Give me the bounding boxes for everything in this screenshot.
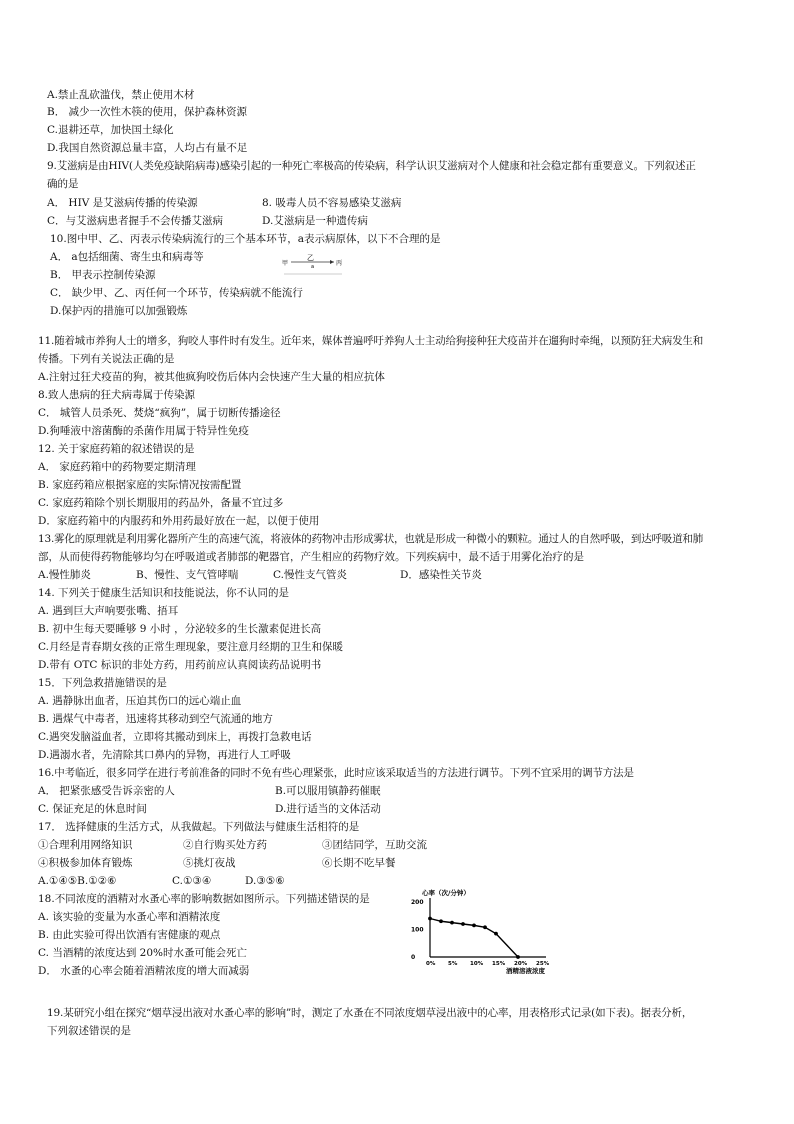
q12-stem: 12. 关于家庭药箱的叙述错误的是 bbox=[38, 443, 195, 455]
q15-stem: 15．下列急救措施错误的是 bbox=[38, 677, 167, 689]
q19-stem-cont: 下列叙述错误的是 bbox=[47, 1025, 131, 1037]
q9-stem: 9.艾滋病是由HIV(人类免疫缺陷病毒)感染引起的一种死亡率极高的传染病，科学认识艾滋病对个人健康和社会稳定都有重要意义。下列叙述正 bbox=[47, 160, 696, 172]
q11-stem: 11.随着城市养狗人士的增多，狗咬人事件时有发生。近年来，媒体普遍呼吁养狗人士主动给狗接种狂犬疫苗并在遛狗时牵绳，以预防狂犬病发生和 bbox=[38, 335, 703, 347]
q17-item-2: ②自行购买处方药 bbox=[183, 839, 267, 851]
q10-diagram bbox=[282, 254, 344, 276]
q9-option-d: D.艾滋病是一种遗传病 bbox=[262, 215, 368, 227]
q12-option-c: C. 家庭药箱除个别长期服用的药品外，备量不宜过多 bbox=[38, 497, 284, 509]
q15-option-c: C.遇突发脑溢血者，立即将其搬动到床上，再拨打急救电话 bbox=[38, 731, 312, 743]
chart-xlabel: 酒精溶液浓度 bbox=[506, 967, 545, 974]
q13-option-a: A.慢性肺炎 bbox=[38, 569, 91, 581]
q17-item-3: ③团结同学，互助交流 bbox=[322, 839, 427, 851]
q10-stem: 10.图中甲、乙、丙表示传染病流行的三个基本环节，a表示病原体，以下不合理的是 bbox=[50, 233, 441, 245]
q11-option-b: 8.致人患病的狂犬病毒属于传染源 bbox=[38, 389, 196, 401]
q8-option-d: D.我国自然资源总量丰富，人均占有量不足 bbox=[47, 142, 248, 154]
q14-option-b: B. 初中生每天要睡够 9 小时 ，分泌较多的生长激素促进长高 bbox=[38, 623, 322, 635]
x-tick-label-0: 0% bbox=[426, 961, 436, 967]
q17-option-ab: A.①④⑤B.①②⑥ bbox=[38, 875, 117, 887]
q17-item-4: ④积极参加体育锻炼 bbox=[38, 857, 133, 869]
q12-option-b: B. 家庭药箱应根据家庭的实际情况按需配置 bbox=[38, 479, 242, 491]
q9-stem-cont: 确的是 bbox=[47, 178, 79, 190]
q18-option-b: B. 由此实验可得出饮酒有害健康的观点 bbox=[38, 929, 221, 941]
q10-option-c: C． 缺少甲、乙、丙任何一个环节，传染病就不能流行 bbox=[50, 287, 303, 299]
x-tick-label-2: 10% bbox=[470, 961, 484, 967]
q16-option-d: D.进行适当的文体活动 bbox=[275, 803, 381, 815]
x-tick-label-5: 25% bbox=[536, 961, 550, 967]
q9-option-b: 8. 吸毒人员不容易感染艾滋病 bbox=[262, 197, 402, 209]
q14-option-a: A. 遇到巨大声响要张嘴、捂耳 bbox=[38, 605, 179, 617]
data-point-3 bbox=[461, 922, 465, 926]
x-tick-label-4: 20% bbox=[514, 961, 528, 967]
q13-stem-cont: 部，从而使得药物能够均匀在呼吸道或者肺部的靶器官，产生相应的药物疗效。下列疾病中，最不适于用雾化治疗的是 bbox=[38, 551, 584, 563]
q17-option-d: D.③⑤⑥ bbox=[245, 875, 285, 887]
q10-option-d: D.保护丙的措施可以加强锻炼 bbox=[50, 305, 188, 317]
diagram-label-bing: 丙 bbox=[336, 260, 343, 267]
x-tick-label-3: 15% bbox=[492, 961, 506, 967]
y-tick-label-2: 200 bbox=[411, 899, 424, 906]
q19-stem: 19.某研究小组在探究“烟草浸出液对水蚤心率的影响”时，测定了水蚤在不同浓度烟草浸出液中的心率，用表格形式记录(如下表)。据表分析， bbox=[47, 1007, 693, 1019]
data-point-7 bbox=[516, 955, 520, 959]
q17-item-5: ⑤挑灯夜战 bbox=[183, 857, 236, 869]
q14-stem: 14. 下列关于健康生活知识和技能说法，你不认同的是 bbox=[38, 587, 290, 599]
q8-option-c: C.退耕还草，加快国土绿化 bbox=[47, 124, 174, 136]
q18-heart-rate-chart bbox=[408, 888, 558, 974]
data-point-2 bbox=[450, 921, 454, 925]
data-point-0 bbox=[428, 917, 432, 921]
x-tick-label-1: 5% bbox=[448, 961, 458, 967]
chart-ylabel: 心率（次/分钟） bbox=[422, 889, 470, 897]
q8-option-a: A.禁止乱砍滥伐，禁止使用木材 bbox=[47, 89, 195, 101]
q13-option-d: D．感染性关节炎 bbox=[400, 569, 482, 581]
q18-stem: 18.不同浓度的酒精对水蚤心率的影响数据如图所示。下列描述错误的是 bbox=[38, 893, 370, 905]
q16-option-b: B.可以服用镇静药催眠 bbox=[275, 785, 381, 797]
q11-option-c: C． 城管人员杀死、焚烧“疯狗”，属于切断传播途径 bbox=[38, 407, 281, 419]
q9-option-c: C．与艾滋病患者握手不会传播艾滋病 bbox=[47, 215, 224, 227]
q15-option-d: D.遇溺水者，先清除其口鼻内的异物，再进行人工呼吸 bbox=[38, 749, 291, 761]
q15-option-b: B. 遇煤气中毒者，迅速将其移动到空气流通的地方 bbox=[38, 713, 273, 725]
q13-stem: 13.雾化的原理就是利用雾化器所产生的高速气流，将液体的药物冲击形成雾状，也就是形成一种微小的颗粒。通过人的自然呼吸，到达呼吸道和肺 bbox=[38, 533, 703, 545]
data-point-4 bbox=[472, 923, 476, 927]
diagram-label-jia: 甲 bbox=[282, 260, 289, 267]
data-point-6 bbox=[494, 932, 498, 936]
q18-option-a: A. 该实验的变量为水蚤心率和酒精浓度 bbox=[38, 911, 221, 923]
q11-stem-cont: 传播。下列有关说法正确的是 bbox=[38, 353, 175, 365]
q9-option-a: A． HIV 是艾滋病传播的传染源 bbox=[47, 197, 198, 209]
q17-item-1: ①合理利用网络知识 bbox=[38, 839, 133, 851]
y-tick-label-0: 0 bbox=[411, 954, 416, 961]
q14-option-c: C.月经是青春期女孩的正常生理现象，要注意月经期的卫生和保暖 bbox=[38, 641, 343, 653]
y-tick-label-1: 100 bbox=[411, 926, 424, 934]
q18-option-d: D． 水蚤的心率会随着酒精浓度的增大而减弱 bbox=[38, 965, 250, 977]
q11-option-d: D.狗唾液中溶菌酶的杀菌作用属于特异性免疫 bbox=[38, 425, 249, 437]
q16-stem: 16.中考临近，很多同学在进行考前准备的同时不免有些心理紧张，此时应该采取适当的方法进行调节。下列不宜采用的调节方法是 bbox=[38, 767, 634, 779]
q16-option-c: C. 保证充足的休息时间 bbox=[38, 803, 147, 815]
q12-option-a: A． 家庭药箱中的药物要定期清理 bbox=[38, 461, 196, 473]
q13-option-b: B、慢性、支气管哮喘 bbox=[136, 569, 239, 581]
diagram-label-yi: 乙 bbox=[307, 254, 314, 262]
q17-stem: 17． 选择健康的生活方式，从我做起。下列做法与健康生活相符的是 bbox=[38, 821, 360, 833]
data-point-5 bbox=[483, 925, 487, 929]
q17-item-6: ⑥长期不吃早餐 bbox=[322, 857, 396, 869]
q18-option-c: C. 当酒精的浓度达到 20%时水蚤可能会死亡 bbox=[38, 947, 248, 959]
q10-option-b: B． 甲表示控制传染源 bbox=[50, 269, 156, 281]
q12-option-d: D．家庭药箱中的内服药和外用药最好放在一起，以便于使用 bbox=[38, 515, 320, 527]
q13-option-c: C.慢性支气管炎 bbox=[273, 569, 347, 581]
data-point-1 bbox=[439, 919, 443, 923]
q15-option-a: A. 遇静脉出血者，压迫其伤口的远心端止血 bbox=[38, 695, 242, 707]
q14-option-d: D.带有 OTC 标识的非处方药，用药前应认真阅读药品说明书 bbox=[38, 659, 322, 671]
q8-option-b: B． 减少一次性木筷的使用，保护森林资源 bbox=[47, 106, 248, 118]
q11-option-a: A.注射过狂犬疫苗的狗，被其他疯狗咬伤后体内会快速产生大量的相应抗体 bbox=[38, 371, 385, 383]
q17-option-c: C.①③④ bbox=[172, 875, 212, 887]
q16-option-a: A． 把紧张感受告诉亲密的人 bbox=[38, 785, 175, 797]
q10-option-a: A． a包括细菌、寄生虫和病毒等 bbox=[50, 251, 204, 263]
diagram-label-a: a bbox=[311, 264, 315, 270]
